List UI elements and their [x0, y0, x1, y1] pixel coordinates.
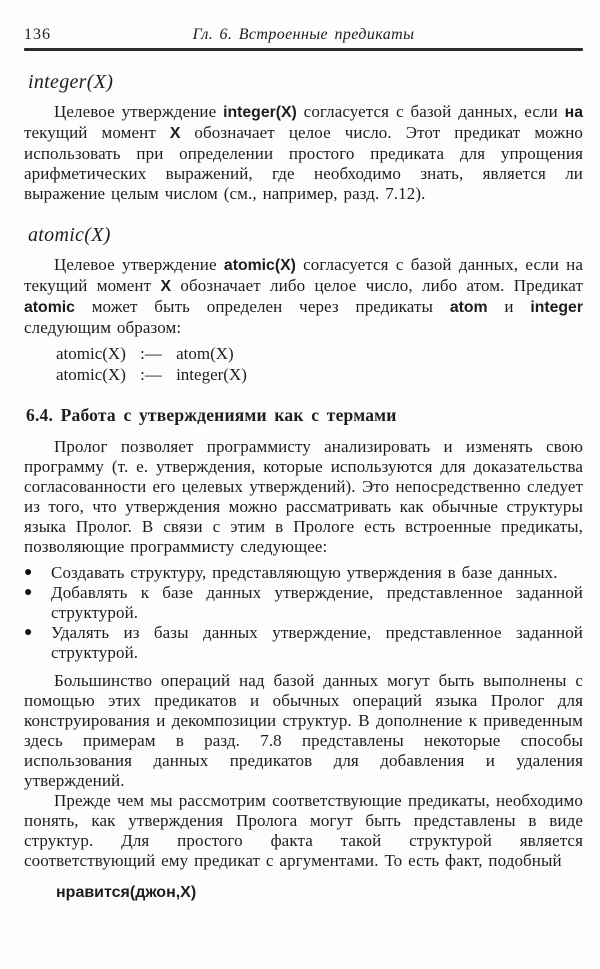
example-code: нравится(джон,X)	[56, 884, 197, 901]
bullet-text: Создавать структуру, представляющую утверждения в базе данных.	[51, 563, 558, 582]
section-heading: 6.4. Работа с утверждениями как с термами	[26, 405, 397, 425]
bullet-text: Добавлять к базе данных утверждение, представленное заданной структурой.	[51, 583, 583, 622]
bullet-text: Удалять из базы данных утверждение, представленное заданной структурой.	[51, 623, 583, 662]
atomic-heading: atomic(X)	[28, 224, 111, 246]
code-line-atom: atomic(X) :— atom(X)	[56, 344, 234, 363]
operations-paragraph: Большинство операций над базой данных могут быть выполнены с помощью этих предикатов и обычных операций языка Пролог для конструирования и декомпозиции структур. В дополнение к приведенным здесь примерам в разд. 7.8 представлены некоторые способы использования данных предикатов для добавления и удаления утверждений.	[24, 671, 583, 790]
page-header	[24, 26, 583, 44]
header-rule	[24, 48, 583, 51]
bullet-icon: ●	[24, 565, 33, 580]
bullet-list	[24, 563, 583, 663]
integer-heading: integer(X)	[28, 71, 114, 93]
code-line-integer: atomic(X) :— integer(X)	[56, 365, 247, 384]
intro-paragraph: Пролог позволяет программисту анализировать и изменять свою программу (т. е. утверждения, которые используются для доказательства согласованности его целевых утверждений). Это непосредственно следует из того, что утверждения можно рассматривать как обычные структуры языка Пролог. В связи с этим в Прологе есть встроенные предикаты, позволяющие программисту следующее:	[24, 437, 583, 556]
bullet-item-remove	[24, 623, 583, 663]
page-number: 136	[24, 26, 51, 43]
bullet-item-create	[24, 563, 583, 583]
bullet-icon: ●	[24, 585, 33, 600]
atomic-code-block	[56, 343, 583, 385]
integer-paragraph: Целевое утверждение integer(X) согласуется с базой данных, если на текущий момент X обозначает целое число. Этот предикат можно использовать при определении простого предиката для упрощения арифметических выражений, где необходимо знать, является ли выражение целым числом (см., например, разд. 7.12).	[24, 102, 583, 203]
atomic-paragraph: Целевое утверждение atomic(X) согласуется с базой данных, если на текущий момент X обозначает либо целое число, либо атом. Предикат atomic может быть определен через предикаты atom и integer следующим образом:	[24, 255, 583, 337]
bullet-icon: ●	[24, 625, 33, 640]
bullet-item-add	[24, 583, 583, 623]
structures-paragraph: Прежде чем мы рассмотрим соответствующие предикаты, необходимо понять, как утверждения Пролога могут быть представлены в виде структур. Для простого факта такой структурой является соответствующий ему предикат с аргументами. То есть факт, подобный	[24, 791, 583, 870]
running-title: Гл. 6. Встроенные предикаты	[192, 26, 415, 43]
